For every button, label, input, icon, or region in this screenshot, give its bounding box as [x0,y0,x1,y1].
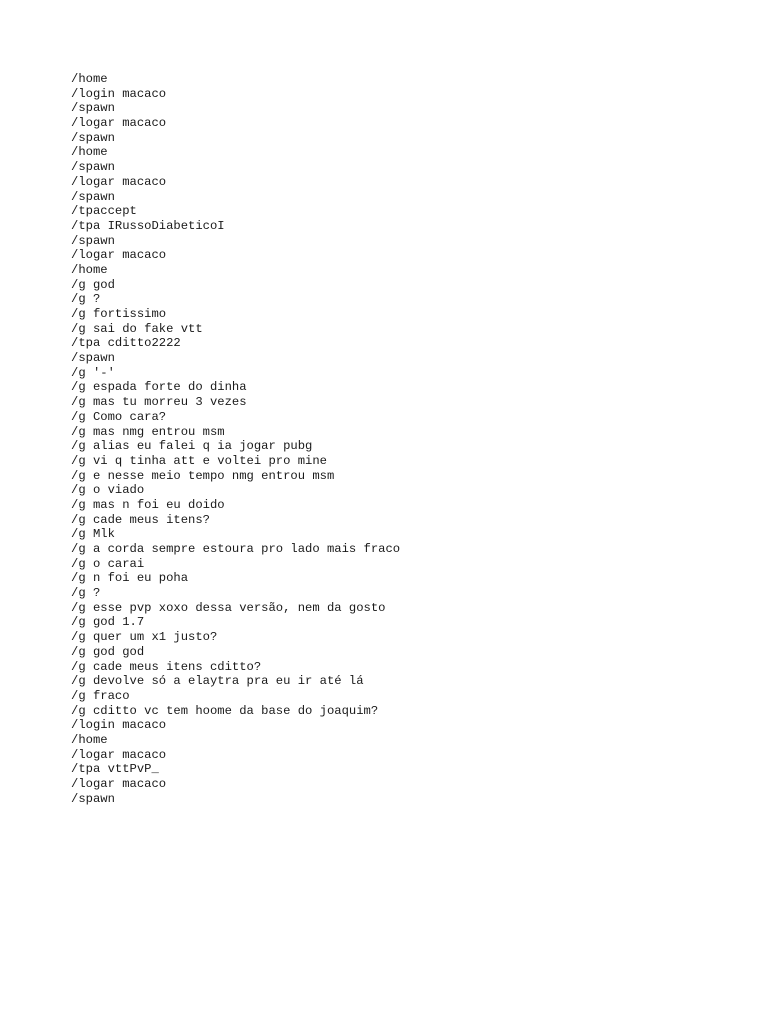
command-line: /logar macaco [71,174,167,189]
command-line: /g ? [71,292,101,307]
command-line: /g ? [71,586,101,601]
command-line: /g quer um x1 justo? [71,630,218,645]
command-line: /g mas nmg entrou msm [71,424,225,439]
command-line: /tpaccept [71,204,137,219]
command-line: /home [71,262,108,277]
command-line: /login macaco [71,718,167,733]
command-line: /tpa cditto2222 [71,336,181,351]
command-line: /spawn [71,160,115,175]
command-line: /spawn [71,130,115,145]
command-line: /spawn [71,791,115,806]
command-line: /g vi q tinha att e voltei pro mine [71,453,327,468]
command-line: /g fortissimo [71,307,167,321]
command-log [71,72,400,806]
command-line: /g god 1.7 [71,615,145,630]
command-line: /tpa IRussoDiabeticoI [71,218,225,233]
command-line: /logar macaco [71,116,167,131]
command-line: /g cade meus itens cditto? [71,659,262,674]
command-line: /g fraco [71,688,130,703]
command-line: /g e nesse meio tempo nmg entrou msm [71,468,335,483]
command-line: /g mas n foi eu doido [71,497,225,512]
command-line: /g Mlk [71,527,115,542]
command-line: /g n foi eu poha [71,571,189,586]
command-line: /g Como cara? [71,409,167,424]
command-line: /tpa vttPvP_ [71,762,159,777]
command-line: /g '-' [71,365,115,380]
command-line: /g a corda sempre estoura pro lado mais fraco [71,542,401,556]
command-line: /g alias eu falei q ia jogar pubg [71,439,313,454]
command-line: /g cditto vc tem hoome da base do joaquim? [71,703,379,718]
command-line: /g devolve só a elaytra pra eu ir até lá [71,674,364,689]
command-line: /spawn [71,189,115,204]
command-line: /g mas tu morreu 3 vezes [71,395,247,410]
command-line: /home [71,732,108,747]
command-line: /g esse pvp xoxo dessa versão, nem da gosto [71,600,386,615]
command-line: /logar macaco [71,747,167,762]
command-line: /logar macaco [71,777,167,791]
command-line: /spawn [71,101,115,116]
command-line: /spawn [71,233,115,248]
command-line: /g sai do fake vtt [71,321,203,336]
command-line: /g cade meus itens? [71,512,210,527]
command-line: /g espada forte do dinha [71,380,247,395]
command-line: /spawn [71,351,115,366]
command-line: /login macaco [71,86,167,101]
command-line: /g god [71,277,115,292]
command-line: /g o carai [71,556,145,571]
command-line: /g o viado [71,483,145,498]
command-line: /home [71,72,108,86]
command-line: /logar macaco [71,248,167,263]
command-line: /home [71,145,108,160]
command-line: /g god god [71,644,145,659]
